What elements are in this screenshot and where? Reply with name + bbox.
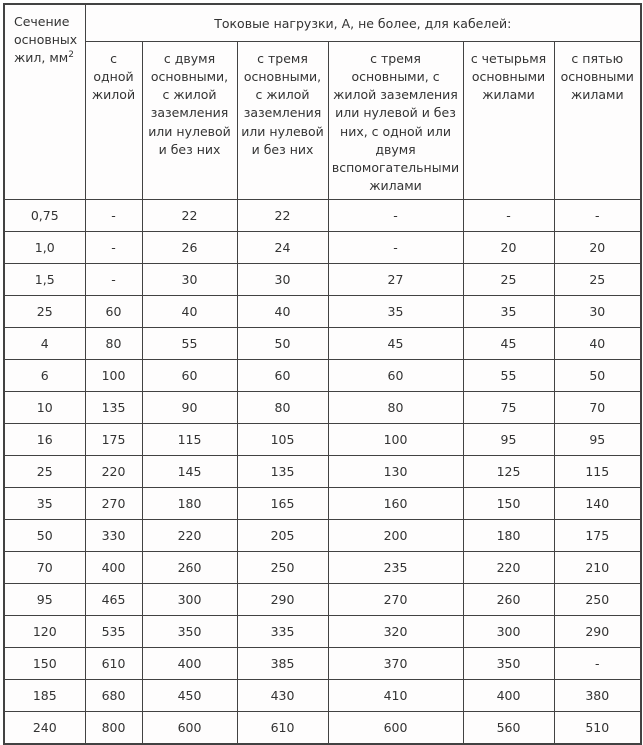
- data-cell: 40: [554, 328, 641, 360]
- row-header-cell: 25: [4, 456, 85, 488]
- data-cell: 410: [328, 680, 463, 712]
- data-cell: 220: [463, 552, 554, 584]
- row-header-cell: 1,0: [4, 232, 85, 264]
- row-header-cell: 1,5: [4, 264, 85, 296]
- data-cell: 50: [554, 360, 641, 392]
- data-cell: 55: [142, 328, 237, 360]
- data-cell: 30: [554, 296, 641, 328]
- data-cell: 270: [85, 488, 142, 520]
- data-cell: 335: [237, 616, 328, 648]
- data-cell: 100: [85, 360, 142, 392]
- data-cell: 135: [85, 392, 142, 424]
- data-cell: 290: [554, 616, 641, 648]
- row-header-cell: 240: [4, 712, 85, 745]
- data-cell: 300: [463, 616, 554, 648]
- data-cell: 610: [85, 648, 142, 680]
- table-title: Токовые нагрузки, А, не более, для кабелей:: [85, 4, 641, 42]
- data-cell: 600: [328, 712, 463, 745]
- column-header-two-main: с двумя основными, с жилой заземления или нулевой и без них: [142, 42, 237, 200]
- table-row: [4, 552, 641, 584]
- data-cell: 140: [554, 488, 641, 520]
- data-cell: 80: [328, 392, 463, 424]
- data-cell: 600: [142, 712, 237, 745]
- row-header-cell: 185: [4, 680, 85, 712]
- data-cell: 20: [463, 232, 554, 264]
- row-header-cell: 120: [4, 616, 85, 648]
- row-header-cell: 70: [4, 552, 85, 584]
- row-header-cell: 50: [4, 520, 85, 552]
- data-cell: 160: [328, 488, 463, 520]
- table-row: [4, 360, 641, 392]
- table-row: [4, 584, 641, 616]
- data-cell: 220: [85, 456, 142, 488]
- data-cell: 75: [463, 392, 554, 424]
- data-cell: 210: [554, 552, 641, 584]
- current-load-table: [3, 3, 642, 745]
- row-header-cell: 35: [4, 488, 85, 520]
- data-cell: 680: [85, 680, 142, 712]
- data-cell: 115: [554, 456, 641, 488]
- table-row: [4, 616, 641, 648]
- table-row: [4, 264, 641, 296]
- data-cell: 35: [463, 296, 554, 328]
- data-cell: 260: [463, 584, 554, 616]
- data-cell: 150: [463, 488, 554, 520]
- table-row: [4, 488, 641, 520]
- data-cell: 175: [554, 520, 641, 552]
- header-row-columns: [4, 42, 641, 200]
- data-cell: 105: [237, 424, 328, 456]
- data-cell: 24: [237, 232, 328, 264]
- row-header-cell: 25: [4, 296, 85, 328]
- data-cell: 27: [328, 264, 463, 296]
- data-cell: -: [554, 648, 641, 680]
- data-cell: 125: [463, 456, 554, 488]
- data-cell: -: [554, 200, 641, 232]
- row-header-cell: 10: [4, 392, 85, 424]
- table-row: [4, 456, 641, 488]
- data-cell: 22: [142, 200, 237, 232]
- data-cell: -: [85, 232, 142, 264]
- data-cell: 400: [142, 648, 237, 680]
- data-cell: 30: [142, 264, 237, 296]
- column-header-one-core: с одной жилой: [85, 42, 142, 200]
- table-row: [4, 712, 641, 745]
- data-cell: 30: [237, 264, 328, 296]
- table-row: [4, 520, 641, 552]
- data-cell: 45: [328, 328, 463, 360]
- table-row: [4, 200, 641, 232]
- data-cell: 180: [142, 488, 237, 520]
- data-cell: 60: [237, 360, 328, 392]
- data-cell: 25: [554, 264, 641, 296]
- row-header-cell: 16: [4, 424, 85, 456]
- data-cell: 320: [328, 616, 463, 648]
- data-cell: 610: [237, 712, 328, 745]
- row-header-cell: 4: [4, 328, 85, 360]
- data-cell: 560: [463, 712, 554, 745]
- data-cell: 350: [142, 616, 237, 648]
- corner-header-label: Сечение основных жил, мм: [14, 14, 78, 66]
- data-cell: 175: [85, 424, 142, 456]
- data-cell: 100: [328, 424, 463, 456]
- data-cell: 45: [463, 328, 554, 360]
- data-cell: 20: [554, 232, 641, 264]
- corner-header-superscript: 2: [68, 50, 74, 61]
- data-cell: 250: [554, 584, 641, 616]
- row-header-cell: 95: [4, 584, 85, 616]
- table-header: [4, 4, 641, 200]
- data-cell: 250: [237, 552, 328, 584]
- data-cell: 50: [237, 328, 328, 360]
- data-cell: 90: [142, 392, 237, 424]
- data-cell: 385: [237, 648, 328, 680]
- data-cell: -: [328, 232, 463, 264]
- column-header-three-main: с тремя основными, с жилой заземления или нулевой и без них: [237, 42, 328, 200]
- data-cell: 95: [554, 424, 641, 456]
- data-cell: 60: [328, 360, 463, 392]
- data-cell: 70: [554, 392, 641, 424]
- row-header-cell: 0,75: [4, 200, 85, 232]
- data-cell: 465: [85, 584, 142, 616]
- data-cell: 430: [237, 680, 328, 712]
- data-cell: 40: [237, 296, 328, 328]
- table-row: [4, 648, 641, 680]
- data-cell: 145: [142, 456, 237, 488]
- row-header-cell: 6: [4, 360, 85, 392]
- table-body: [4, 200, 641, 745]
- data-cell: 450: [142, 680, 237, 712]
- data-cell: 400: [463, 680, 554, 712]
- row-header-cell: 150: [4, 648, 85, 680]
- data-cell: 26: [142, 232, 237, 264]
- column-header-four-main: с четырьмя основными жилами: [463, 42, 554, 200]
- data-cell: 22: [237, 200, 328, 232]
- data-cell: 200: [328, 520, 463, 552]
- data-cell: 180: [463, 520, 554, 552]
- header-row-group: [4, 4, 641, 42]
- data-cell: 60: [85, 296, 142, 328]
- data-cell: 35: [328, 296, 463, 328]
- data-cell: -: [85, 264, 142, 296]
- data-cell: 535: [85, 616, 142, 648]
- data-cell: 330: [85, 520, 142, 552]
- data-cell: 55: [463, 360, 554, 392]
- data-cell: 220: [142, 520, 237, 552]
- data-cell: 380: [554, 680, 641, 712]
- column-header-three-main-aux: с тремя основными, с жилой заземления или нулевой и без них, с одной или двумя вспомогательными жилами: [328, 42, 463, 200]
- data-cell: 260: [142, 552, 237, 584]
- table-row: [4, 296, 641, 328]
- data-cell: 135: [237, 456, 328, 488]
- data-cell: 40: [142, 296, 237, 328]
- table-row: [4, 328, 641, 360]
- data-cell: 270: [328, 584, 463, 616]
- data-cell: -: [328, 200, 463, 232]
- data-cell: 115: [142, 424, 237, 456]
- data-cell: 350: [463, 648, 554, 680]
- data-cell: 205: [237, 520, 328, 552]
- table-row: [4, 232, 641, 264]
- data-cell: 60: [142, 360, 237, 392]
- data-cell: 165: [237, 488, 328, 520]
- corner-header-cell: [4, 4, 85, 200]
- data-cell: 510: [554, 712, 641, 745]
- data-cell: 25: [463, 264, 554, 296]
- data-cell: -: [85, 200, 142, 232]
- data-cell: 400: [85, 552, 142, 584]
- table-row: [4, 680, 641, 712]
- data-cell: 235: [328, 552, 463, 584]
- column-header-five-main: с пятью основными жилами: [554, 42, 641, 200]
- table-row: [4, 392, 641, 424]
- data-cell: -: [463, 200, 554, 232]
- data-cell: 80: [237, 392, 328, 424]
- data-cell: 80: [85, 328, 142, 360]
- data-cell: 290: [237, 584, 328, 616]
- data-cell: 130: [328, 456, 463, 488]
- data-cell: 300: [142, 584, 237, 616]
- data-cell: 370: [328, 648, 463, 680]
- data-cell: 800: [85, 712, 142, 745]
- table-row: [4, 424, 641, 456]
- data-cell: 95: [463, 424, 554, 456]
